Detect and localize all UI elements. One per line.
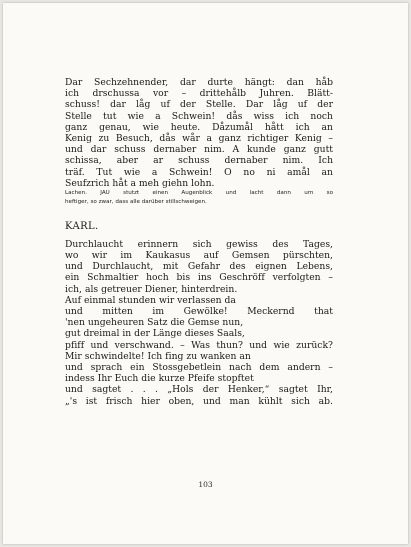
text-line: ganz genau, wie heute. Dåzumål hått ich an: [65, 121, 333, 133]
book-page: [3, 3, 408, 544]
text-line: pfiff und verschwand. – Was thun? und wie zurück?: [65, 339, 333, 351]
text-line: Dar Sechzehnender, dar durte hängt: dan håb: [65, 77, 333, 88]
text-line: wo wir im Kaukasus auf Gemsen pürschten,: [65, 250, 333, 262]
text-line: „'s ist frisch hier oben, und man kühlt sich ab.: [65, 395, 333, 407]
text-line: ich drschussa vor – drittehålb Juhren. Blätt-: [65, 88, 333, 100]
text-line: ein Schmaltier hoch bis ins Geschröff verfolgten –: [65, 272, 333, 284]
speech: [65, 239, 333, 407]
text-line: gut dreimal in der Länge dieses Saals,: [65, 328, 245, 340]
text-line: und dar schuss dernaber nim. A kunde ganz gutt: [65, 144, 333, 156]
text-line: schissa, aber ar schuss dernaber nim. Ich: [65, 155, 333, 167]
top-paragraph: [65, 77, 333, 189]
text-line: Mir schwindelte! Ich fing zu wanken an: [65, 350, 251, 362]
text-line: und Durchlaucht, mit Gefahr des eignen Lebens,: [65, 261, 333, 273]
text-line: Stelle tut wie a Schwein! dås wiss ich noch: [65, 110, 333, 122]
speaker-name: KARL.: [65, 220, 99, 232]
stage-direction: [65, 189, 333, 207]
stage-direction-line: heftiger, so zwar, dass alle darüber stillschweigen.: [65, 198, 207, 205]
text-line: und mitten im Gewölke! Meckernd that: [65, 306, 333, 317]
text-line: Auf einmal stunden wir verlassen da: [65, 294, 236, 306]
page-text: [65, 77, 333, 407]
text-line: Kenig zu Besuch, dås wår a ganz richtiger Kenig –: [65, 132, 333, 144]
text-line: träf. Tut wie a Schwein! O no ni amål an: [65, 166, 333, 178]
text-line: 'nen ungeheuren Satz die Gemse nun,: [65, 317, 244, 329]
text-line: und sagtet . . . „Hols der Henker,“ sagtet Ihr,: [65, 384, 333, 396]
text-line: ich, als getreuer Diener, hinterdrein.: [65, 283, 238, 295]
text-line: Seufzrich håt a meh giehn lohn.: [65, 177, 215, 189]
page-number: 103: [198, 480, 213, 489]
text-line: Durchlaucht erinnern sich gewiss des Tages,: [65, 238, 333, 250]
stage-direction-line: Lachen. JAU stutzt einen Augenblick und lacht dann um so: [65, 189, 333, 196]
text-line: schuss! dar låg uf der Stelle. Dar låg uf der: [65, 99, 333, 111]
text-line: indess Ihr Euch die kurze Pfeife stopftet: [65, 373, 254, 385]
text-line: und sprach ein Stossgebetlein nach dem andern –: [65, 361, 333, 373]
